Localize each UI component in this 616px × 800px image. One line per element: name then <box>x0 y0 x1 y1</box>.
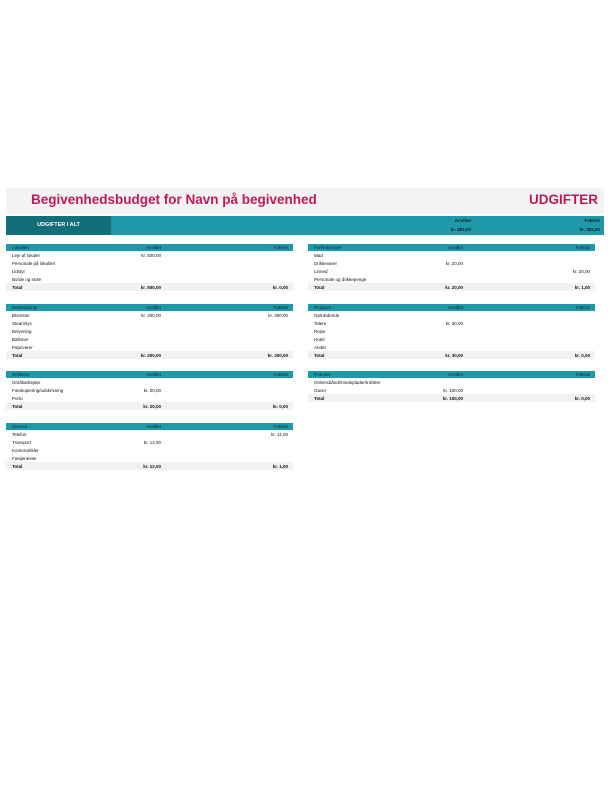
summary-label: UDGIFTER I ALT <box>6 216 111 235</box>
row-label: Fotokopiering/udskrivning <box>12 387 64 393</box>
total-estimated: kr. 100,00 <box>442 395 463 401</box>
row-label: Belysning <box>12 328 32 334</box>
summary-bar <box>6 216 604 235</box>
row-label: Gaver <box>314 387 327 393</box>
row-actual: kr. 20,00 <box>572 268 590 274</box>
row-actual: kr. 300,00 <box>268 312 288 318</box>
table-row <box>308 319 595 327</box>
estimated-column-header: Anslået <box>145 305 161 310</box>
table-category-name: Præmier <box>314 372 332 377</box>
actual-column-header: Faktisk <box>273 424 288 429</box>
table-row <box>308 327 595 335</box>
row-label: Udstyr <box>12 268 26 274</box>
table-total-row <box>308 351 595 359</box>
estimated-column-header: Anslået <box>145 372 161 377</box>
table-header <box>6 423 293 430</box>
table-row <box>308 378 595 386</box>
table-forfriskninger <box>308 244 595 291</box>
row-estimated: kr. 12,00 <box>143 439 161 445</box>
table-row <box>6 251 293 259</box>
row-label: Fastjenester <box>12 455 37 461</box>
table-category-name: Reklame <box>12 372 30 377</box>
total-estimated: kr. 12,00 <box>143 463 161 469</box>
table-row <box>6 259 293 267</box>
row-estimated: kr. 100,00 <box>443 387 463 393</box>
total-estimated: kr. 20,00 <box>445 284 463 290</box>
total-actual: kr. 0,00 <box>574 352 590 358</box>
total-actual: kr. 1,00 <box>272 463 288 469</box>
table-row <box>6 327 293 335</box>
row-label: Porto <box>12 395 23 401</box>
row-label: Borde og stole <box>12 276 42 282</box>
row-label: Hotel <box>314 336 325 342</box>
title-band <box>6 188 604 214</box>
table-row <box>308 343 595 351</box>
row-label: Talere <box>314 320 327 326</box>
actual-column-header: Faktisk <box>575 305 590 310</box>
row-label: Papirvarer <box>12 344 33 350</box>
total-label: Total <box>12 463 23 469</box>
table-row <box>308 267 595 275</box>
table-total-row <box>308 394 595 402</box>
table-row <box>6 267 293 275</box>
table-category-name: Forfriskninger <box>314 245 342 250</box>
section-title: UDGIFTER <box>529 192 598 207</box>
table-row <box>6 343 293 351</box>
row-label: Balloner <box>12 336 29 342</box>
actual-column-header: Faktisk <box>273 305 288 310</box>
table-row <box>308 251 595 259</box>
total-estimated: kr. 20,00 <box>143 403 161 409</box>
summary-estimated <box>366 216 471 235</box>
summary-actual-label: Faktisk <box>584 218 600 223</box>
table-header <box>308 244 595 251</box>
row-label: Grafikarbejder <box>12 379 41 385</box>
table-header <box>6 371 293 378</box>
table-row <box>6 446 293 454</box>
table-total-row <box>6 283 293 291</box>
table-total-row <box>6 462 293 470</box>
table-row <box>6 319 293 327</box>
row-label: Blomster <box>12 312 30 318</box>
row-label: Optrædende <box>314 312 340 318</box>
table-category-name: Dekorationer <box>12 305 38 310</box>
actual-column-header: Faktisk <box>273 372 288 377</box>
table-category-name: Diverse <box>12 424 28 429</box>
table-row <box>6 438 293 446</box>
row-label: Andet <box>314 344 326 350</box>
table-header <box>6 244 293 251</box>
budget-sheet <box>6 188 604 478</box>
table-program <box>308 304 595 359</box>
table-category-name: Lokalitet <box>12 245 29 250</box>
total-actual: kr. 1,00 <box>574 284 590 290</box>
estimated-column-header: Anslået <box>447 372 463 377</box>
estimated-column-header: Anslået <box>145 245 161 250</box>
total-estimated: kr. 30,00 <box>445 352 463 358</box>
table-total-row <box>308 283 595 291</box>
table-category-name: Program <box>314 305 332 310</box>
row-label: Personale på lokalitet <box>12 260 56 266</box>
row-label: Ordensbånd/mindeplader/trofæer <box>314 379 381 385</box>
table-row <box>308 259 595 267</box>
total-actual: kr. 300,00 <box>267 352 288 358</box>
summary-estimated-value: kr. 882,00 <box>450 227 471 232</box>
total-label: Total <box>12 403 23 409</box>
estimated-column-header: Anslået <box>145 424 161 429</box>
total-estimated: kr. 500,00 <box>140 284 161 290</box>
row-estimated: kr. 30,00 <box>445 320 463 326</box>
table-header <box>308 371 595 378</box>
row-label: Leje af lokaler <box>12 252 41 258</box>
table-reklame <box>6 371 293 410</box>
row-actual: kr. 11,00 <box>271 431 288 437</box>
table-row <box>6 335 293 343</box>
table-row <box>308 335 595 343</box>
table-row <box>6 275 293 283</box>
table-total-row <box>6 402 293 410</box>
row-label: Drikkevarer <box>314 260 338 266</box>
table-praemier <box>308 371 595 402</box>
row-label: Telefon <box>12 431 27 437</box>
row-label: Mad <box>314 252 323 258</box>
actual-column-header: Faktisk <box>575 245 590 250</box>
table-row <box>6 430 293 438</box>
table-lokalitet <box>6 244 293 291</box>
row-label: Personale og drikkepenge <box>314 276 367 282</box>
table-row <box>6 378 293 386</box>
row-label: Transport <box>12 439 32 445</box>
total-label: Total <box>12 284 23 290</box>
row-estimated: kr. 500,00 <box>141 252 161 258</box>
row-estimated: kr. 20,00 <box>143 387 161 393</box>
total-actual: kr. 0,00 <box>272 284 288 290</box>
row-estimated: kr. 200,00 <box>141 312 161 318</box>
table-row <box>308 386 595 394</box>
table-total-row <box>6 351 293 359</box>
page-title: Begivenhedsbudget for Navn på begivenhed <box>31 192 317 207</box>
row-label: Linned <box>314 268 328 274</box>
total-label: Total <box>314 284 325 290</box>
row-label: Stearinlys <box>12 320 32 326</box>
table-header <box>6 304 293 311</box>
summary-actual-value: kr. 302,00 <box>579 227 600 232</box>
row-label: Kontorartikler <box>12 447 39 453</box>
table-row <box>6 311 293 319</box>
row-label: Rejse <box>314 328 326 334</box>
table-diverse <box>6 423 293 470</box>
table-dekorationer <box>6 304 293 359</box>
actual-column-header: Faktisk <box>273 245 288 250</box>
total-label: Total <box>12 352 23 358</box>
table-row <box>6 386 293 394</box>
table-row <box>6 454 293 462</box>
total-label: Total <box>314 395 325 401</box>
summary-estimated-label: Anslået <box>454 218 471 223</box>
total-actual: kr. 0,00 <box>272 403 288 409</box>
total-actual: kr. 0,00 <box>574 395 590 401</box>
actual-column-header: Faktisk <box>575 372 590 377</box>
table-row <box>308 275 595 283</box>
total-estimated: kr. 200,00 <box>140 352 161 358</box>
table-row <box>6 394 293 402</box>
table-header <box>308 304 595 311</box>
total-label: Total <box>314 352 325 358</box>
estimated-column-header: Anslået <box>447 245 463 250</box>
row-estimated: kr. 20,00 <box>445 260 463 266</box>
summary-actual <box>496 216 600 235</box>
table-row <box>308 311 595 319</box>
estimated-column-header: Anslået <box>447 305 463 310</box>
